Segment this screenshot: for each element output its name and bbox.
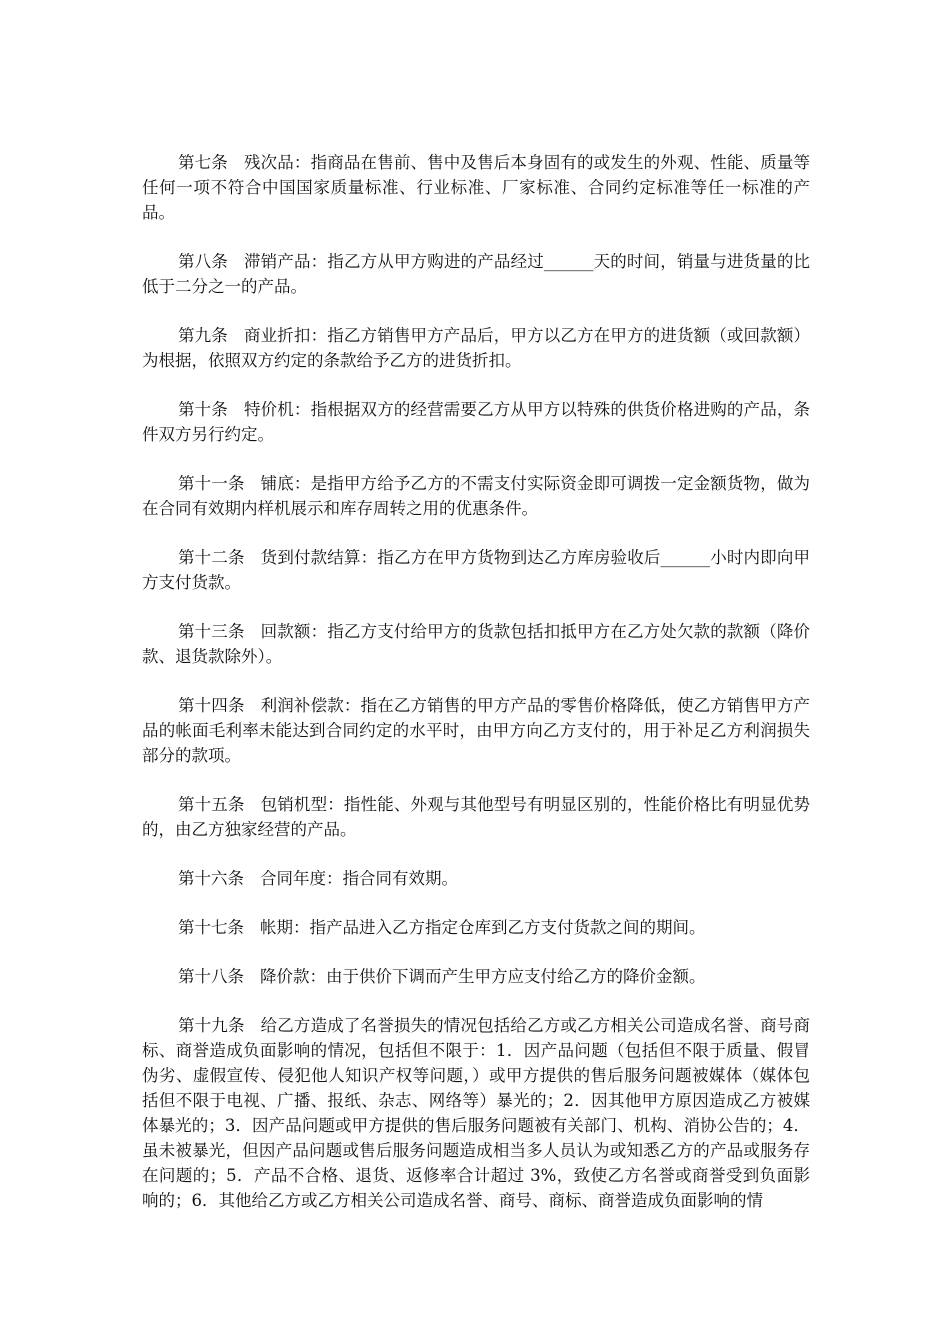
article-18 — [142, 964, 810, 989]
article-11 — [142, 471, 810, 521]
article-text: 特价机：指根据双方的经营需要乙方从甲方以特殊的供货价格进购的产品，条件双方另行约定。 — [142, 400, 811, 444]
article-number: 第九条 — [178, 326, 228, 345]
article-number: 第十四条 — [178, 696, 245, 715]
article-number: 第十八条 — [178, 967, 244, 986]
article-16 — [142, 866, 810, 891]
article-text: 合同年度：指合同有效期。 — [260, 869, 458, 888]
article-number: 第七条 — [178, 153, 228, 172]
article-number: 第十一条 — [178, 474, 245, 493]
article-number: 第十七条 — [178, 918, 244, 937]
article-14 — [142, 693, 810, 768]
article-12 — [142, 545, 810, 595]
article-19 — [142, 1013, 810, 1213]
article-9 — [142, 323, 810, 373]
article-text: 降价款：由于供价下调而产生甲方应支付给乙方的降价金额。 — [260, 967, 706, 986]
article-text: 回款额：指乙方支付给甲方的货款包括扣抵甲方在乙方处欠款的款额（降价款、退货款除外）。 — [142, 622, 811, 666]
article-text: 货到付款结算：指乙方在甲方货物到达乙方库房验收后______小时内即向甲方支付货款。 — [142, 548, 811, 592]
article-10 — [142, 397, 810, 447]
article-8 — [142, 249, 810, 299]
article-7 — [142, 150, 810, 225]
article-text: 利润补偿款：指在乙方销售的甲方产品的零售价格降低，使乙方销售甲方产品的帐面毛利率未能达到合同约定的水平时，由甲方向乙方支付的，用于补足乙方利润损失部分的款项。 — [142, 696, 811, 765]
article-number: 第十六条 — [178, 869, 244, 888]
article-number: 第十二条 — [178, 548, 245, 567]
article-15 — [142, 792, 810, 842]
article-text: 给乙方造成了名誉损失的情况包括给乙方或乙方相关公司造成名誉、商号商标、商誉造成负面影响的情况，包括但不限于：1．因产品问题（包括但不限于质量、假冒伪劣、虚假宣传、侵犯他人知识产权等问题，）或甲方提供的售后服务问题被媒体（媒体包括但不限于电视、广播、报纸、杂志、网络等）暴光的；2．因其他甲方原因造成乙方被媒体暴光的；3．因产品问题或甲方提供的售后服务问题被有关部门、机构、消协公告的；4．虽未被暴光，但因产品问题或售后服务问题造成相当多人员认为或知悉乙方的产品或服务存在问题的；5．产品不合格、退货、返修率合计超过 3%，致使乙方名誉或商誉受到负面影响的；6．其他给乙方或乙方相关公司造成名誉、商号、商标、商誉造成负面影响的情 — [142, 1016, 811, 1210]
article-text: 滞销产品：指乙方从甲方购进的产品经过______天的时间，销量与进货量的比低于二分之一的产品。 — [142, 252, 811, 296]
article-number: 第十九条 — [178, 1016, 245, 1035]
article-13 — [142, 619, 810, 669]
article-number: 第十条 — [178, 400, 228, 419]
article-number: 第八条 — [178, 252, 228, 271]
article-text: 包销机型：指性能、外观与其他型号有明显区别的，性能价格比有明显优势的，由乙方独家经营的产品。 — [142, 795, 811, 839]
article-number: 第十五条 — [178, 795, 245, 814]
article-17 — [142, 915, 810, 940]
article-text: 商业折扣：指乙方销售甲方产品后，甲方以乙方在甲方的进货额（或回款额）为根据，依照双方约定的条款给予乙方的进货折扣。 — [142, 326, 811, 370]
article-text: 残次品：指商品在售前、售中及售后本身固有的或发生的外观、性能、质量等任何一项不符合中国国家质量标准、行业标准、厂家标准、合同约定标准等任一标准的产品。 — [142, 153, 811, 222]
article-text: 帐期：指产品进入乙方指定仓库到乙方支付货款之间的期间。 — [260, 918, 706, 937]
article-number: 第十三条 — [178, 622, 245, 641]
document-body — [142, 150, 810, 1237]
article-text: 铺底：是指甲方给予乙方的不需支付实际资金即可调拨一定金额货物，做为在合同有效期内样机展示和库存周转之用的优惠条件。 — [142, 474, 811, 518]
